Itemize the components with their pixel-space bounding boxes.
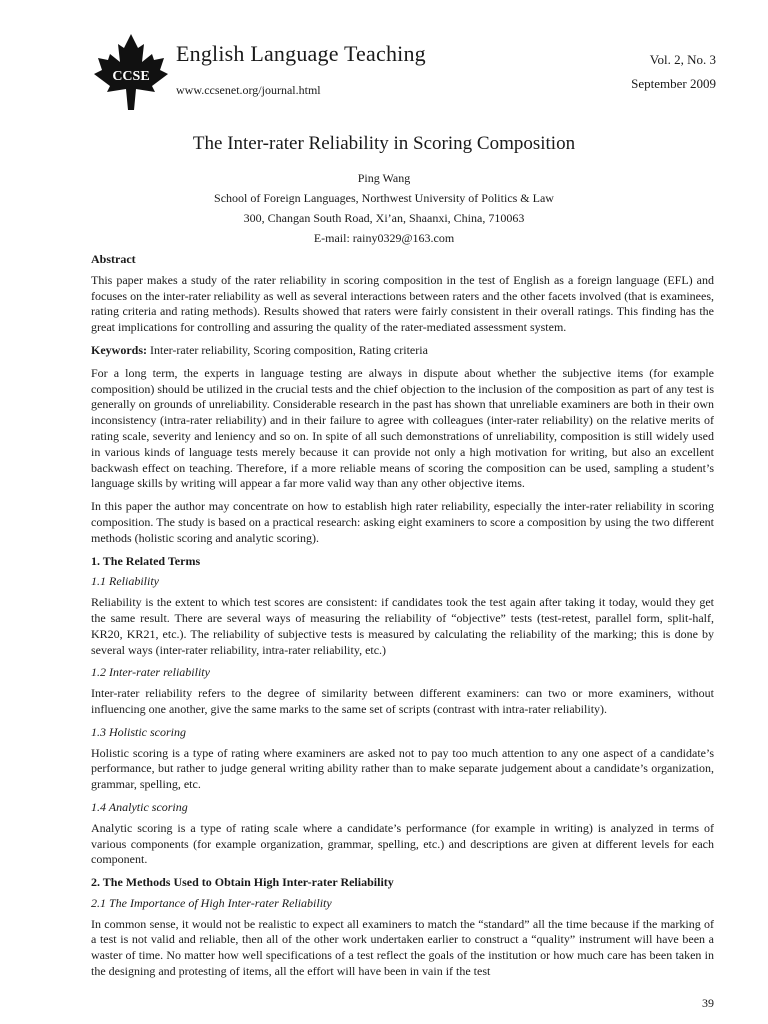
author-address: 300, Changan South Road, Xi’an, Shaanxi, China, 710063 [243, 211, 525, 225]
volume-issue: Vol. 2, No. 3 [649, 52, 716, 67]
abstract-text: This paper makes a study of the rater reliability in scoring composition in the test of English as a foreign language (EFL) and focuses on the inter-rater reliability as well as several interactions between raters and the other facets involved (that is examinees, rating criteria and rating methods). Results showed that raters were fairly consistent in their overall ratings. This finding has the great implications for controlling and assuring the quality of the rater-mediated assessment system. [91, 272, 714, 335]
abstract-heading: Abstract [91, 252, 136, 266]
author-affiliation: School of Foreign Languages, Northwest University of Politics & Law [214, 191, 554, 205]
logo-text: CCSE [112, 69, 150, 84]
author-name: Ping Wang [357, 171, 411, 185]
section-1-4-text: Analytic scoring is a type of rating scale where a candidate’s performance (for example in writing) is analyzed in terms of various components (for example organization, grammar, spelling, etc.) and descriptions are given at different levels for each component. [91, 820, 714, 867]
section-1-4-heading: 1.4 Analytic scoring [91, 799, 188, 814]
article-title: The Inter-rater Reliability in Scoring Composition [192, 133, 576, 154]
article-body [91, 252, 714, 987]
maple-leaf-logo [92, 32, 170, 112]
section-2-1-heading: 2.1 The Importance of High Inter-rater Reliability [91, 895, 332, 910]
author-email[interactable]: E-mail: rainy0329@163.com [313, 231, 455, 245]
section-1-1-heading: 1.1 Reliability [91, 574, 159, 589]
section-1-3-heading: 1.3 Holistic scoring [91, 724, 186, 739]
section-1-2-heading: 1.2 Inter-rater reliability [91, 665, 210, 680]
journal-url[interactable]: www.ccsenet.org/journal.html [176, 83, 321, 97]
journal-name: English Language Teaching [176, 41, 426, 66]
keywords-label: Keywords: [91, 342, 147, 357]
keywords-text: Inter-rater reliability, Scoring composition, Rating criteria [147, 342, 428, 357]
page-number: 39 [702, 996, 714, 1010]
section-1-3-text: Holistic scoring is a type of rating where examiners are asked not to pay too much attention to any one aspect of a candidate’s performance, but rather to judge general writing ability rather than to make separate judgement about a candidate’s organization, grammar, spelling, etc. [91, 745, 714, 792]
intro-paragraph-1: For a long term, the experts in language testing are always in dispute about whether the subjective items (for example composition) should be utilized in the crucial tests and the chief objection to the inclusion of the composition as part of any test is generally on grounds of unreliability. Considerable research in the past has shown that unreliable examiners are both in their own inconsistency (intra-rater reliability) and in their failure to agree with colleagues (inter-rater reliability) on the relative merits of rating scale, severity and leniency and so on. In spite of all such demonstrations of unreliability, composition is still widely used in various kinds of language tests merely because it can provide not only a high motivation for writing, but also an excellent backwash effect on teaching. Therefore, if a more reliable means of scoring the composition can be used, sampling a student’s language skills by writing will appear a far more valid way than any other objective items. [91, 365, 714, 491]
keywords [91, 343, 714, 359]
intro-paragraph-2: In this paper the author may concentrate on how to establish high rater reliability, especially the inter-rater reliability in scoring composition. The study is based on a practical research: asking eight examiners to score a composition by using the two different methods (holistic scoring and analytic scoring). [91, 499, 714, 545]
section-2-1-text: In common sense, it would not be realistic to expect all examiners to match the “standard” all the time because if the marking of a test is not valid and reliable, then all of the other work undertaken earlier to construct a “quality” instrument will have been a waster of time. No matter how well specifications of a test reflect the goals of the institution or how much care has been taken in the designing and protesting of items, all the effort will have been in vain if the test [91, 916, 714, 979]
section-2-heading: 2. The Methods Used to Obtain High Inter-rater Reliability [91, 875, 394, 890]
section-1-1-text: Reliability is the extent to which test scores are consistent: if candidates took the test again after taking it today, would they get the same result. There are several ways of measuring the reliability of “objective” tests (test-retest, parallel form, split-half, KR20, KR21, etc.). The reliability of subjective tests is measured by calculating the reliability of the marking; this is done by several ways (inter-rater reliability, intra-rater reliability, etc.) [91, 595, 714, 657]
section-1-2-text: Inter-rater reliability refers to the degree of similarity between different examiners: can two or more examiners, without influencing one another, give the same marks to the same set of scripts (contrast with intra-rater reliability). [91, 686, 714, 716]
section-1-heading: 1. The Related Terms [91, 553, 201, 568]
issue-date: September 2009 [631, 76, 716, 91]
